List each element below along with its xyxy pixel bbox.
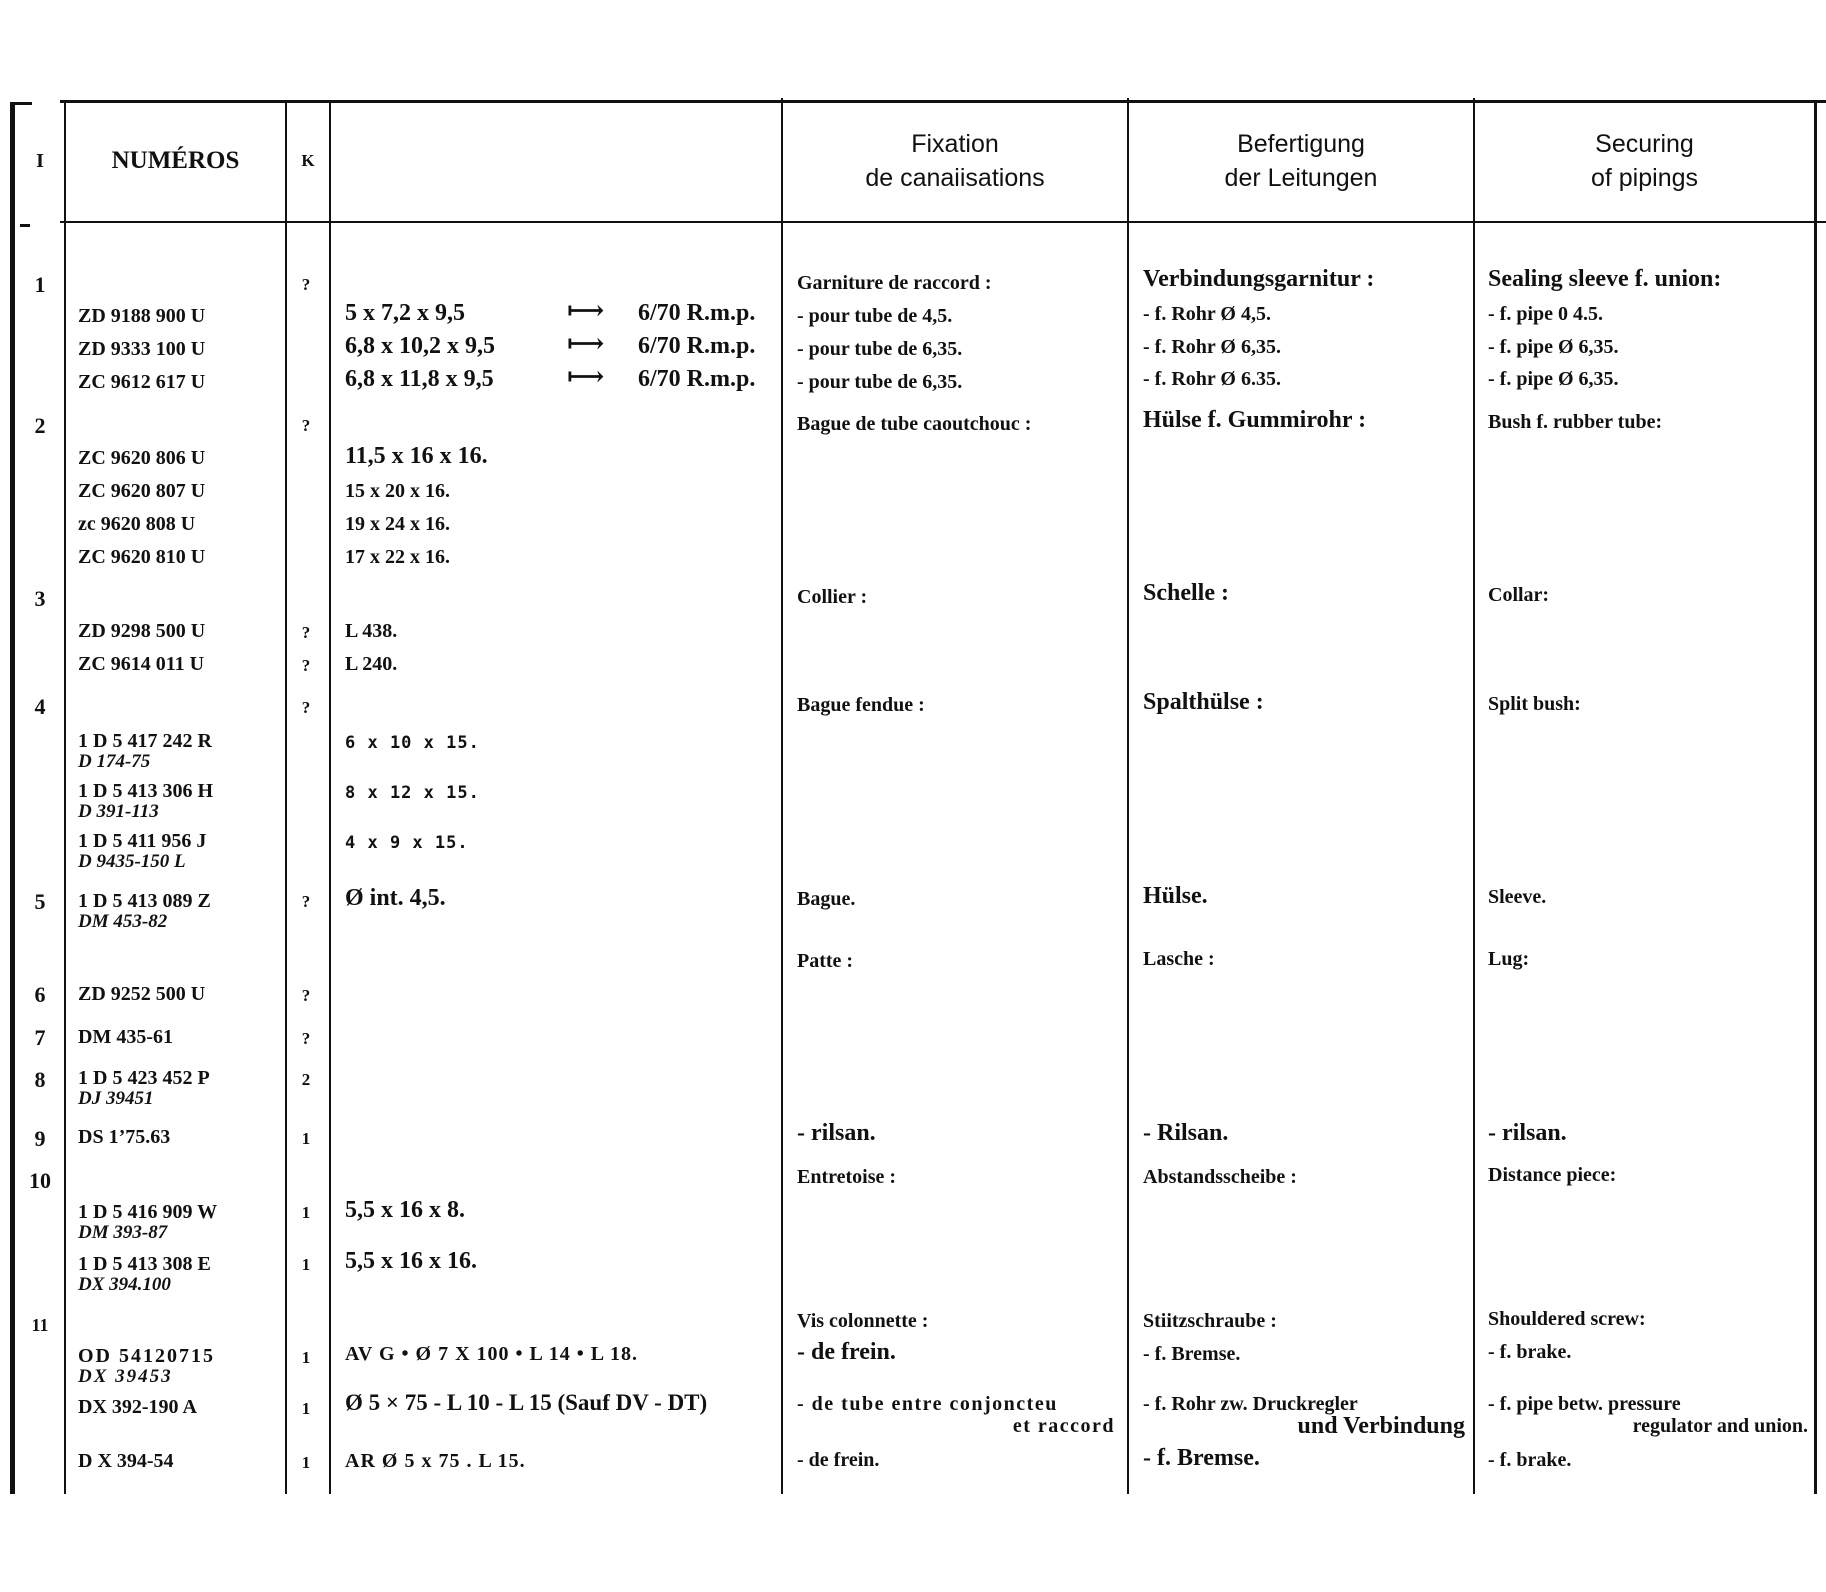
dimensions: 5,5 x 16 x 16. (345, 1248, 477, 1274)
part-number-sub: DX 39453 (78, 1366, 173, 1387)
dimensions: AR Ø 5 x 75 . L 15. (345, 1450, 526, 1472)
rmp-reference: 6/70 R.m.p. (638, 333, 756, 359)
fr-description: Bague de tube caoutchouc : (797, 413, 1032, 435)
row-index: 3 (34, 586, 46, 611)
dimensions: 6,8 x 11,8 x 9,5 (345, 366, 494, 392)
de-description: - f. Rohr Ø 6,35. (1143, 336, 1281, 358)
dimensions: 6,8 x 10,2 x 9,5 (345, 333, 495, 359)
fr-line1: - de tube entre conjoncteu (797, 1393, 1058, 1415)
fr-description: - rilsan. (797, 1120, 876, 1146)
part-number (78, 1201, 217, 1243)
row-index: 7 (34, 1025, 46, 1050)
fr-description: Patte : (797, 950, 854, 972)
fr-description: Vis colonnette : (797, 1310, 929, 1332)
dimensions: 11,5 x 16 x 16. (345, 443, 488, 469)
k-value: ? (301, 416, 311, 435)
k-value: ? (301, 1029, 311, 1048)
part-number-main: 1 D 5 413 306 H (78, 780, 213, 802)
de-description: Stiitzschraube : (1143, 1310, 1277, 1332)
fr-line2: et raccord (1012, 1415, 1115, 1437)
part-number: DM 435-61 (78, 1026, 173, 1048)
en-description (1488, 1393, 1808, 1437)
de-description: - f. Bremse. (1143, 1445, 1260, 1471)
header-bottom-rule (60, 221, 1826, 223)
k-value: 1 (301, 1348, 311, 1367)
header-french-line1: Fixation (911, 130, 999, 158)
part-number-main: 1 D 5 423 452 P (78, 1067, 210, 1089)
fr-description: Entretoise : (797, 1166, 897, 1188)
de-description (1143, 1393, 1465, 1437)
en-description: Shouldered screw: (1488, 1308, 1646, 1330)
header-english-line1: Securing (1595, 130, 1694, 158)
k-value: 1 (301, 1453, 311, 1472)
de-description: - f. Rohr Ø 6.35. (1143, 368, 1281, 390)
part-number: ZD 9333 100 U (78, 338, 206, 360)
fr-description: Bague. (797, 888, 856, 910)
header-english-line2: of pipings (1590, 164, 1699, 192)
fr-description (797, 1393, 1115, 1437)
k-value: ? (301, 656, 311, 675)
part-number: ZD 9298 500 U (78, 620, 206, 642)
part-number-main: 1 D 5 416 909 W (78, 1201, 218, 1223)
part-number: DS 1’75.63 (78, 1126, 171, 1148)
k-value: 1 (301, 1255, 311, 1274)
dimensions: L 240. (345, 653, 398, 675)
en-description: - f. pipe 0 4.5. (1488, 303, 1603, 325)
arrow-icon: ⟼ (567, 296, 605, 325)
header-german-line1: Befertigung (1237, 130, 1365, 158)
dimensions: AV G • Ø 7 X 100 • L 14 • L 18. (345, 1343, 638, 1365)
de-description: Spalthülse : (1143, 689, 1264, 715)
part-number: ZD 9188 900 U (78, 305, 206, 327)
en-description: Sleeve. (1488, 886, 1547, 908)
k-value: ? (301, 275, 311, 294)
part-number: ZC 9620 810 U (78, 546, 206, 568)
dimensions: 4 x 9 x 15. (345, 833, 469, 853)
de-description: Hülse f. Gummirohr : (1143, 407, 1367, 433)
fr-description: Bague fendue : (797, 694, 925, 716)
header-index: I (36, 149, 44, 172)
header-english (1475, 102, 1814, 220)
part-number-sub: DM 393-87 (78, 1222, 168, 1243)
fr-description: - pour tube de 4,5. (797, 305, 953, 327)
de-description: Hülse. (1143, 883, 1208, 909)
de-line1: - f. Rohr zw. Druckregler (1143, 1393, 1358, 1415)
row-index: 9 (34, 1126, 46, 1151)
row-index: 1 (34, 272, 46, 297)
fr-description: - de frein. (797, 1339, 896, 1365)
en-line2: regulator and union. (1632, 1415, 1808, 1437)
part-number (78, 830, 206, 872)
header-german-line2: der Leitungen (1224, 164, 1378, 192)
col-divider-5 (1127, 98, 1129, 1494)
k-value: ? (301, 623, 311, 642)
rmp-reference: 6/70 R.m.p. (638, 300, 756, 326)
en-description: Bush f. rubber tube: (1488, 411, 1663, 433)
col-divider-1 (64, 102, 66, 1494)
en-line1: - f. pipe betw. pressure (1488, 1393, 1681, 1415)
part-number (78, 890, 211, 932)
part-number-sub: D 9435-150 L (78, 851, 186, 872)
de-line2: und Verbindung (1297, 1413, 1465, 1439)
en-description: Split bush: (1488, 693, 1581, 715)
k-value: ? (301, 698, 311, 717)
dimensions: Ø 5 × 75 - L 10 - L 15 (Sauf DV - DT) (345, 1390, 708, 1415)
header-french (783, 102, 1127, 220)
en-description: - f. pipe Ø 6,35. (1488, 368, 1619, 390)
en-description: - rilsan. (1488, 1120, 1567, 1146)
part-number (78, 1067, 210, 1109)
part-number-sub: DJ 39451 (78, 1088, 154, 1109)
part-number: ZD 9252 500 U (78, 983, 206, 1005)
en-description: - f. pipe Ø 6,35. (1488, 336, 1619, 358)
col-divider-6 (1473, 98, 1475, 1494)
left-thick-rule (10, 102, 15, 1494)
fr-description: - de frein. (797, 1449, 880, 1471)
part-number (78, 780, 213, 822)
k-value: ? (301, 986, 311, 1005)
header-k: K (301, 151, 315, 170)
de-description: Schelle : (1143, 580, 1229, 606)
fr-description: - pour tube de 6,35. (797, 371, 963, 393)
k-value: 1 (301, 1129, 311, 1148)
part-number (78, 730, 212, 772)
col-divider-2 (285, 102, 287, 1494)
part-number: DX 392-190 A (78, 1396, 197, 1418)
header-german (1129, 102, 1473, 220)
fr-description: - pour tube de 6,35. (797, 338, 963, 360)
de-description: - Rilsan. (1143, 1120, 1229, 1146)
part-number-main: 1 D 5 417 242 R (78, 730, 212, 752)
dimensions: Ø int. 4,5. (345, 885, 446, 911)
part-number: ZC 9612 617 U (78, 371, 206, 393)
part-number-main: 1 D 5 413 089 Z (78, 890, 211, 912)
part-number-main: 1 D 5 411 956 J (78, 830, 207, 852)
header-numeros: NUMÉROS (111, 147, 240, 174)
dimensions: 6 x 10 x 15. (345, 733, 480, 753)
dimensions: 8 x 12 x 15. (345, 783, 480, 803)
dimensions: L 438. (345, 620, 398, 642)
left-mid-tick (20, 224, 30, 227)
part-number: zc 9620 808 U (78, 513, 196, 535)
part-number-main: OD 54120715 (78, 1345, 215, 1367)
dimensions: 5 x 7,2 x 9,5 (345, 300, 465, 326)
header-french-line2: de canaiisations (865, 164, 1045, 192)
col-divider-3 (329, 102, 331, 1494)
row-index: 6 (34, 982, 46, 1007)
dimensions: 17 x 22 x 16. (345, 546, 450, 568)
de-description: - f. Rohr Ø 4,5. (1143, 303, 1271, 325)
en-description: Distance piece: (1488, 1164, 1617, 1186)
part-number: ZC 9620 806 U (78, 447, 206, 469)
k-value: 2 (301, 1070, 311, 1089)
dimensions: 15 x 20 x 16. (345, 480, 450, 502)
en-description: - f. brake. (1488, 1449, 1572, 1471)
part-number-sub: DM 453-82 (78, 911, 168, 932)
part-number: D X 394-54 (78, 1450, 174, 1472)
row-index: 2 (34, 413, 46, 438)
en-description: - f. brake. (1488, 1341, 1572, 1363)
part-number (78, 1345, 215, 1387)
row-index: 11 (31, 1315, 49, 1335)
part-number: ZC 9620 807 U (78, 480, 206, 502)
fr-description: Collier : (797, 586, 868, 608)
part-number (78, 1253, 211, 1295)
de-description: - f. Bremse. (1143, 1343, 1241, 1365)
part-number-sub: D 174-75 (78, 751, 151, 772)
de-description: Verbindungsgarnitur : (1143, 266, 1375, 292)
part-number-sub: DX 394.100 (78, 1274, 171, 1295)
row-index: 8 (34, 1067, 46, 1092)
row-index: 5 (34, 889, 46, 914)
en-description: Collar: (1488, 584, 1550, 606)
col-divider-4 (781, 98, 783, 1494)
row-index: 4 (34, 694, 46, 719)
part-number-sub: D 391-113 (78, 801, 159, 822)
arrow-icon: ⟼ (567, 362, 605, 391)
right-rule (1814, 100, 1817, 1494)
part-number: ZC 9614 011 U (78, 653, 205, 675)
fr-description: Garniture de raccord : (797, 272, 992, 294)
dimensions: 19 x 24 x 16. (345, 513, 450, 535)
arrow-icon: ⟼ (567, 329, 605, 358)
part-number-main: 1 D 5 413 308 E (78, 1253, 211, 1275)
rmp-reference: 6/70 R.m.p. (638, 366, 756, 392)
de-description: Lasche : (1143, 948, 1215, 970)
en-description: Sealing sleeve f. union: (1488, 266, 1722, 292)
row-index: 10 (29, 1168, 51, 1193)
de-description: Abstandsscheibe : (1143, 1166, 1297, 1188)
k-value: 1 (301, 1203, 311, 1222)
en-description: Lug: (1488, 948, 1530, 970)
k-value: ? (301, 892, 311, 911)
k-value: 1 (301, 1399, 311, 1418)
dimensions: 5,5 x 16 x 8. (345, 1197, 465, 1223)
